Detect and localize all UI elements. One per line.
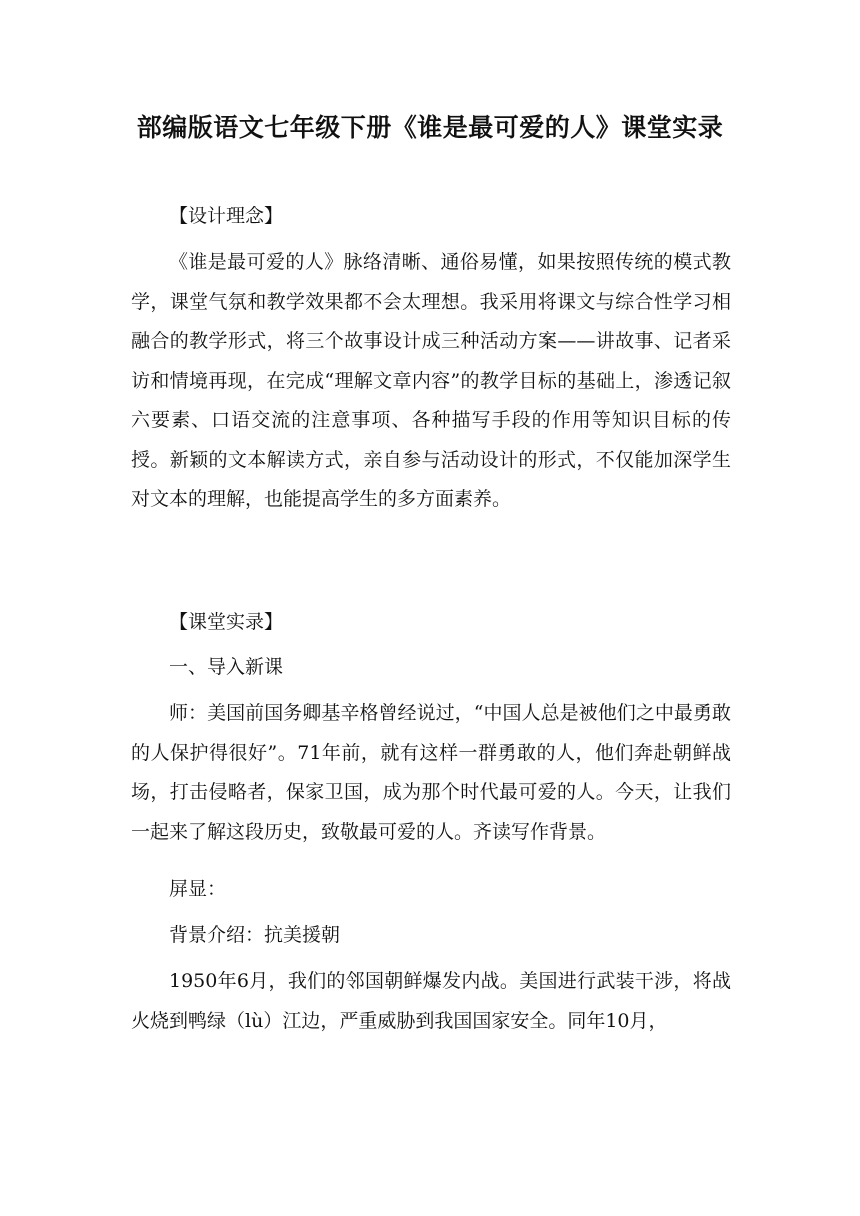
section-heading-classroom-record: 【课堂实录】 — [169, 611, 284, 633]
subheading-intro-new-lesson: 一、导入新课 — [169, 656, 284, 678]
history-background-paragraph: 1950年6月，我们的邻国朝鲜爆发内战。美国进行武装干涉，将战火烧到鸭绿（lù）江边，严重威胁到我国国家安全。同年10月， — [131, 970, 731, 1032]
design-concept-paragraph: 《谁是最可爱的人》脉络清晰、通俗易懂，如果按照传统的模式教学，课堂气氛和教学效果都不会太理想。我采用将课文与综合性学习相融合的教学形式，将三个故事设计成三种活动方案——讲故事、记者采访和情境再现，在完成“理解文章内容”的教学目标的基础上，渗透记叙六要素、口语交流的注意事项、各种描写手段的作用等知识目标的传授。新颖的文本解读方式，亲自参与活动设计的形式，不仅能加深学生对文本的理解，也能提高学生的多方面素养。 — [131, 251, 731, 510]
teacher-intro-paragraph: 师：美国前国务卿基辛格曾经说过，“中国人总是被他们之中最勇敢的人保护得很好”。71年前，就有这样一群勇敢的人，他们奔赴朝鲜战场，打击侵略者，保家卫国，成为那个时代最可爱的人。今天，让我们一起来了解这段历史，致敬最可爱的人。齐读写作背景。 — [131, 702, 731, 843]
screen-display-label: 屏显： — [169, 878, 227, 900]
background-intro-label: 背景介绍：抗美援朝 — [169, 924, 341, 946]
document-title: 部编版语文七年级下册《谁是最可爱的人》课堂实录 — [136, 113, 724, 142]
section-heading-design-concept: 【设计理念】 — [169, 205, 284, 227]
